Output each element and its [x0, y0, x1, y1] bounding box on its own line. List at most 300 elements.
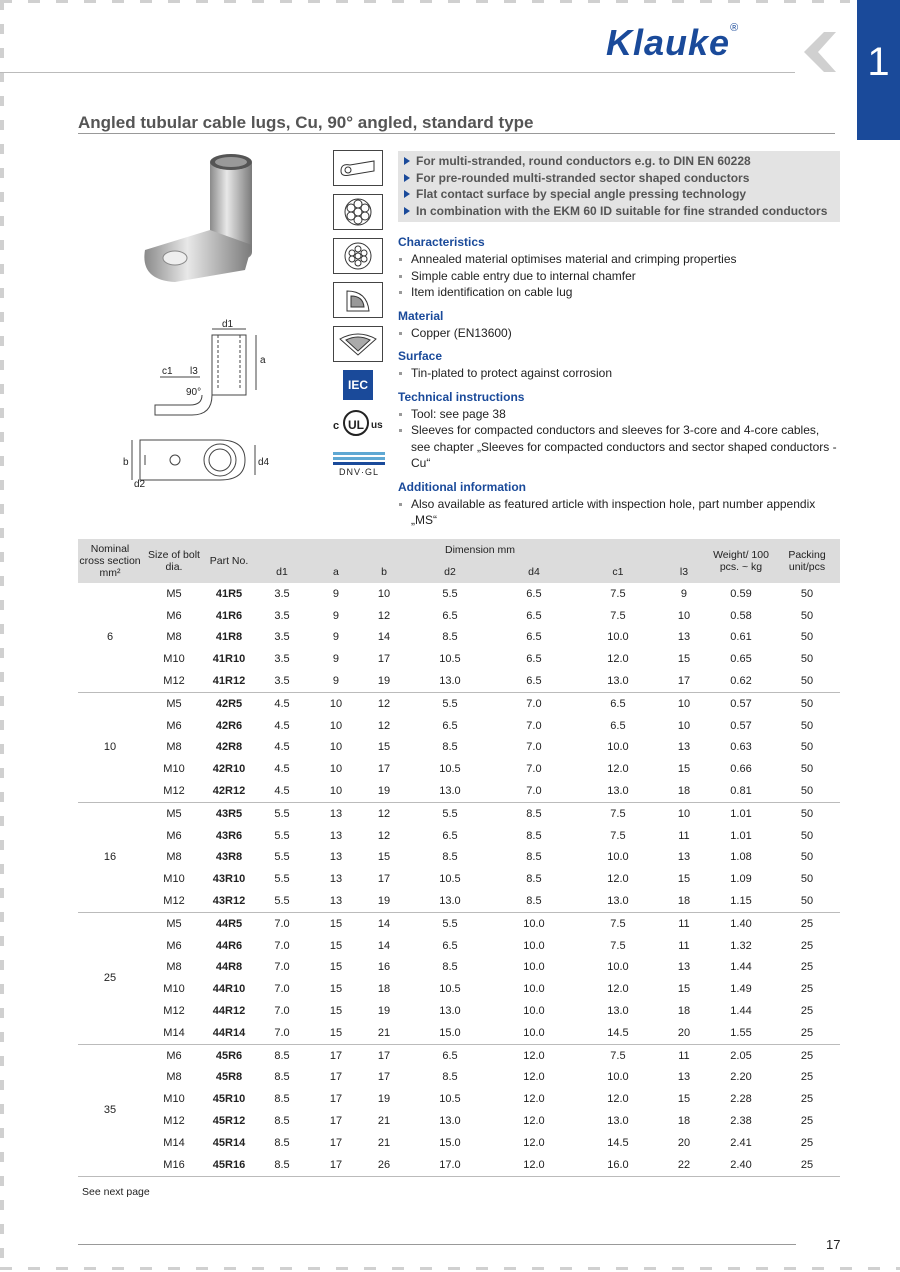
table-cell: 12.0	[607, 763, 629, 776]
table-row	[78, 737, 840, 759]
table-cell: 5.5	[442, 697, 458, 710]
table-row	[78, 648, 840, 670]
table-cell: 6.5	[442, 719, 458, 732]
table-cell: 17	[329, 1071, 343, 1084]
label-b: b	[123, 457, 129, 468]
technical-drawing	[120, 315, 270, 495]
table-row	[78, 1132, 840, 1154]
table-cell: 50	[800, 741, 814, 754]
table-cell: 10.5	[439, 983, 461, 996]
table-cell: 4.5	[274, 697, 290, 710]
triangle-bullet-icon	[404, 174, 410, 182]
part-number-cell: 44R10	[212, 983, 246, 996]
header-packing: Packing unit/pcs	[774, 539, 840, 583]
table-cell: 25	[774, 1154, 840, 1176]
table-cell: 4.5	[274, 741, 290, 754]
brand-name: Klauke	[606, 22, 731, 63]
part-number-cell: 42R12	[206, 780, 252, 802]
table-cell: 6.5	[610, 697, 626, 710]
section-heading-additional: Additional information	[398, 479, 526, 494]
table-cell: 2.38	[730, 1115, 752, 1128]
table-cell: 19	[360, 890, 408, 912]
part-number-cell: 41R12	[206, 670, 252, 692]
table-cell: 8.5	[526, 807, 542, 820]
table-row	[78, 802, 840, 824]
table-cell: 13	[677, 1071, 691, 1084]
table-cell: 3.5	[274, 587, 290, 600]
icon-column	[333, 150, 388, 477]
table-cell: 8.5	[442, 1071, 458, 1084]
table-row	[78, 1000, 840, 1022]
part-number-cell: 42R10	[212, 763, 246, 776]
part-number-cell: 42R6	[215, 719, 243, 732]
table-cell: 10	[329, 741, 343, 754]
table-cell: 7.5	[610, 587, 626, 600]
table-cell: 10.5	[439, 763, 461, 776]
table-cell: 3.5	[252, 670, 312, 692]
table-cell: 10	[677, 807, 691, 820]
table-cell: 15	[377, 851, 391, 864]
table-cell: 15	[677, 1093, 691, 1106]
list-item: Simple cable entry due to internal chamfer	[398, 268, 838, 285]
table-cell: 10.0	[523, 983, 545, 996]
table-cell: 12	[377, 697, 391, 710]
table-cell: 10.0	[607, 1071, 629, 1084]
table-cell: 2.20	[730, 1071, 752, 1084]
table-cell: 4.5	[274, 719, 290, 732]
table-cell: 0.62	[708, 670, 774, 692]
table-cell: 19	[360, 780, 408, 802]
table-cell: M12	[142, 890, 206, 912]
table-cell: 7.5	[610, 829, 626, 842]
iec-label: IEC	[347, 378, 368, 392]
table-cell: 10	[312, 780, 360, 802]
compacted-round-conductor-icon	[333, 238, 383, 274]
part-number-cell: 44R8	[215, 961, 243, 974]
feature-list	[398, 151, 840, 222]
table-cell: 17.0	[408, 1154, 492, 1176]
table-cell: 12	[377, 609, 391, 622]
table-cell: 26	[360, 1154, 408, 1176]
table-cell: 12.0	[492, 1154, 576, 1176]
label-d2: d2	[134, 479, 146, 490]
table-cell: 12.0	[607, 653, 629, 666]
sector-conductor-icon	[333, 282, 383, 318]
table-cell: 17	[377, 1049, 391, 1062]
page-number: 17	[826, 1237, 841, 1252]
table-cell: 25	[800, 1115, 814, 1128]
table-row	[78, 1022, 840, 1044]
table-cell: 10	[377, 587, 391, 600]
nominal-cross-section-cell: 10	[78, 692, 142, 802]
table-cell: 10	[329, 719, 343, 732]
table-cell: 0.81	[708, 780, 774, 802]
nominal-cross-section-cell: 35	[78, 1044, 142, 1176]
section-heading-technical: Technical instructions	[398, 389, 525, 404]
table-cell: M8	[166, 741, 182, 754]
table-cell: 7.0	[526, 741, 542, 754]
table-cell: 6.5	[442, 609, 458, 622]
section-heading-characteristics: Characteristics	[398, 235, 485, 249]
table-row	[78, 825, 840, 847]
table-cell: 7.0	[526, 697, 542, 710]
table-cell: 17	[377, 653, 391, 666]
table-cell: 25	[800, 1071, 814, 1084]
table-cell: M10	[163, 873, 185, 886]
table-cell: 22	[660, 1154, 708, 1176]
table-row	[78, 715, 840, 737]
table-cell: 15	[329, 983, 343, 996]
part-number-cell: 45R16	[206, 1154, 252, 1176]
page-title: Angled tubular cable lugs, Cu, 90° angled, standard type	[78, 113, 534, 132]
table-cell: 10.0	[607, 851, 629, 864]
table-cell: 17	[329, 1093, 343, 1106]
header-dim-a: a	[312, 561, 360, 583]
table-cell: 7.5	[610, 609, 626, 622]
page-edge-marks-top	[0, 0, 850, 3]
header-dim-l3: l3	[660, 561, 708, 583]
table-row	[78, 1044, 840, 1066]
table-cell: M10	[163, 653, 185, 666]
ul-c-label: c	[333, 420, 340, 432]
table-cell: 6.5	[526, 653, 542, 666]
part-number-cell: 44R12	[212, 1005, 246, 1018]
table-cell: 16.0	[576, 1154, 660, 1176]
table-cell: 10.0	[607, 741, 629, 754]
part-number-cell: 42R8	[215, 741, 243, 754]
table-cell: 25	[800, 1049, 814, 1062]
table-cell: 15	[677, 873, 691, 886]
table-cell: M5	[166, 917, 182, 930]
feature-item: For multi-stranded, round conductors e.g. to DIN EN 60228	[398, 153, 840, 170]
table-cell: 5.5	[274, 829, 290, 842]
label-l3: l3	[190, 366, 198, 377]
nominal-cross-section-cell: 6	[78, 583, 142, 692]
table-cell: 10	[677, 609, 691, 622]
table-cell: 50	[800, 829, 814, 842]
table-cell: 3.5	[274, 609, 290, 622]
table-cell: 1.09	[730, 873, 752, 886]
table-cell: 4.5	[252, 780, 312, 802]
table-cell: 17	[377, 1071, 391, 1084]
table-cell: 50	[800, 609, 814, 622]
section-heading-surface: Surface	[398, 349, 443, 363]
table-cell: 13	[329, 873, 343, 886]
table-cell: M12	[142, 670, 206, 692]
table-cell: 3.5	[274, 631, 290, 644]
list-item: Copper (EN13600)	[398, 325, 838, 342]
table-cell: M5	[166, 807, 182, 820]
table-cell: M12	[142, 780, 206, 802]
table-row	[78, 1067, 840, 1089]
table-cell: 1.08	[730, 851, 752, 864]
part-number-cell: 42R5	[215, 697, 243, 710]
table-cell: 5.5	[274, 807, 290, 820]
table-row	[78, 847, 840, 869]
table-cell: 7.0	[274, 1005, 290, 1018]
table-cell: 5.5	[274, 851, 290, 864]
triangle-bullet-icon	[404, 207, 410, 215]
table-cell: 25	[774, 1022, 840, 1044]
table-cell: 17	[329, 1049, 343, 1062]
round-stranded-conductor-icon	[333, 194, 383, 230]
table-cell: M6	[166, 719, 182, 732]
table-cell: 1.55	[708, 1022, 774, 1044]
header-part: Part No.	[206, 539, 252, 583]
table-cell: 6.5	[526, 609, 542, 622]
table-cell: M12	[163, 1005, 185, 1018]
table-cell: 1.40	[730, 917, 752, 930]
table-cell: M8	[166, 851, 182, 864]
table-cell: 7.0	[274, 917, 290, 930]
list-item: Item identification on cable lug	[398, 284, 838, 301]
table-cell: 14.5	[607, 1136, 629, 1149]
header-dim-d4: d4	[492, 561, 576, 583]
table-cell: 10.0	[523, 1005, 545, 1018]
part-number-cell: 45R10	[212, 1093, 246, 1106]
table-cell: 15	[377, 741, 391, 754]
table-cell: 8.5	[442, 961, 458, 974]
table-cell: M6	[166, 939, 182, 952]
table-row	[78, 890, 840, 912]
table-cell: 15.0	[439, 1136, 461, 1149]
table-cell: 10.0	[523, 939, 545, 952]
table-cell: 12	[377, 829, 391, 842]
table-cell: 15.0	[408, 1022, 492, 1044]
header-dim-b: b	[360, 561, 408, 583]
table-cell: M6	[166, 829, 182, 842]
table-row	[78, 605, 840, 627]
table-cell: 1.49	[730, 983, 752, 996]
table-cell: 7.0	[492, 780, 576, 802]
cable-lug-photo	[135, 150, 255, 295]
table-cell: 12.0	[607, 983, 629, 996]
table-cell: 7.5	[610, 939, 626, 952]
table-cell: 6.5	[442, 1049, 458, 1062]
table-cell: 50	[800, 851, 814, 864]
chapter-tab	[857, 0, 900, 140]
table-cell: 13.0	[439, 1005, 461, 1018]
table-cell: M6	[166, 1049, 182, 1062]
table-cell: 25	[800, 961, 814, 974]
table-row	[78, 935, 840, 957]
cable-lug-outline-icon	[333, 150, 383, 186]
table-cell: 10.5	[439, 873, 461, 886]
table-cell: 13	[677, 741, 691, 754]
material-list	[398, 325, 838, 342]
table-cell: 13	[677, 961, 691, 974]
table-cell: 21	[377, 1136, 391, 1149]
table-cell: 13.0	[576, 780, 660, 802]
table-cell: 12.0	[523, 1115, 545, 1128]
part-number-cell: 45R14	[212, 1136, 246, 1149]
table-cell: 13.0	[408, 780, 492, 802]
table-cell: 12.0	[607, 873, 629, 886]
table-cell: 7.5	[610, 807, 626, 820]
table-cell: 8.5	[274, 1136, 290, 1149]
table-cell: 50	[800, 587, 814, 600]
table-row	[78, 780, 840, 802]
table-cell: 6.5	[526, 587, 542, 600]
table-cell: 8.5	[526, 873, 542, 886]
table-cell: M16	[142, 1154, 206, 1176]
table-row	[78, 627, 840, 649]
table-cell: 50	[800, 697, 814, 710]
table-cell: 9	[332, 587, 340, 600]
table-cell: 1.01	[730, 807, 752, 820]
table-cell: 1.32	[730, 939, 752, 952]
part-number-cell: 43R12	[206, 890, 252, 912]
table-cell: 21	[377, 1115, 391, 1128]
table-cell: M8	[166, 1071, 182, 1084]
table-cell: 8.5	[442, 741, 458, 754]
table-cell: 13	[312, 890, 360, 912]
chevron-logo-icon	[796, 30, 840, 74]
table-cell: 9	[680, 587, 688, 600]
additional-list	[398, 496, 838, 529]
table-cell: 12.0	[523, 1049, 545, 1062]
table-row	[78, 868, 840, 890]
table-row	[78, 912, 840, 934]
table-cell: 9	[332, 653, 340, 666]
table-cell: 5.5	[442, 917, 458, 930]
part-number-cell: 44R6	[215, 939, 243, 952]
table-cell: 8.5	[274, 1093, 290, 1106]
header-dim-d1: d1	[252, 561, 312, 583]
table-cell: 15	[677, 983, 691, 996]
table-cell: 13	[329, 851, 343, 864]
table-row	[78, 670, 840, 692]
table-cell: 13.0	[439, 1115, 461, 1128]
table-cell: 2.05	[730, 1049, 752, 1062]
table-cell: 10	[677, 719, 691, 732]
table-cell: 18	[377, 983, 391, 996]
table-cell: 6.5	[526, 631, 542, 644]
table-cell: 0.66	[730, 763, 752, 776]
table-cell: M10	[163, 1093, 185, 1106]
title-rule	[78, 133, 835, 134]
table-cell: 2.28	[730, 1093, 752, 1106]
table-cell: 13	[677, 631, 691, 644]
table-cell: 7.0	[252, 1022, 312, 1044]
table-cell: 25	[800, 939, 814, 952]
table-cell: 19	[377, 1005, 391, 1018]
table-cell: 7.0	[274, 983, 290, 996]
list-item: Sleeves for compacted conductors and sleeves for 3-core and 4-core cables, see chapter „Sleeves for compacted conductors and sector shaped conductors - Cu“	[398, 422, 838, 472]
table-cell: 0.57	[730, 719, 752, 732]
table-cell: 50	[774, 890, 840, 912]
characteristics-list	[398, 251, 838, 301]
table-cell: 13.0	[607, 1115, 629, 1128]
ul-mark-label: UL	[343, 410, 369, 436]
ul-us-label: us	[371, 420, 383, 431]
table-cell: M10	[163, 763, 185, 776]
table-cell: 0.63	[730, 741, 752, 754]
table-cell: 1.44	[730, 1005, 752, 1018]
table-cell: 15	[329, 961, 343, 974]
page-edge-marks-left	[0, 0, 4, 1272]
header-weight: Weight/ 100 pcs. ~ kg	[708, 539, 774, 583]
table-cell: 14	[377, 631, 391, 644]
table-cell: 10.5	[439, 653, 461, 666]
table-row	[78, 1088, 840, 1110]
table-cell: 8.5	[274, 1049, 290, 1062]
table-cell: 13	[329, 807, 343, 820]
table-cell: 14.5	[576, 1022, 660, 1044]
table-cell: 7.0	[526, 719, 542, 732]
table-cell: 14	[377, 939, 391, 952]
table-cell: 9	[332, 631, 340, 644]
part-number-cell: 41R10	[212, 653, 246, 666]
table-cell: 18	[677, 1115, 691, 1128]
table-cell: 2.40	[708, 1154, 774, 1176]
table-cell: 5.5	[442, 587, 458, 600]
table-cell: 8.5	[252, 1154, 312, 1176]
table-cell: 8.5	[492, 890, 576, 912]
table-cell: 8.5	[526, 829, 542, 842]
table-cell: 10.0	[523, 917, 545, 930]
table-cell: M6	[166, 609, 182, 622]
part-number-cell: 45R6	[215, 1049, 243, 1062]
table-cell: 13	[677, 851, 691, 864]
table-cell: 6.5	[492, 670, 576, 692]
table-cell: 16	[377, 961, 391, 974]
table-row	[78, 1154, 840, 1176]
table-cell: 13.0	[576, 890, 660, 912]
list-item: Annealed material optimises material and crimping properties	[398, 251, 838, 268]
table-cell: 10	[677, 697, 691, 710]
dnv-gl-logo-icon	[333, 452, 385, 477]
table-cell: 12	[377, 719, 391, 732]
table-cell: 11	[678, 829, 690, 842]
page-edge-marks-bottom	[0, 1267, 900, 1270]
table-cell: 0.57	[730, 697, 752, 710]
table-cell: 7.0	[274, 939, 290, 952]
table-cell: 8.5	[274, 1115, 290, 1128]
table-cell: 20	[677, 1136, 691, 1149]
table-cell: 3.5	[274, 653, 290, 666]
label-d4: d4	[258, 457, 270, 468]
technical-list	[398, 406, 838, 472]
nominal-cross-section-cell: 25	[78, 912, 142, 1044]
table-cell: 17	[329, 1115, 343, 1128]
part-number-cell: 43R5	[215, 807, 243, 820]
table-cell: 18	[660, 780, 708, 802]
footer-rule	[78, 1244, 796, 1245]
table-cell: 10.0	[607, 961, 629, 974]
list-item: Also available as featured article with inspection hole, part number appendix „MS“	[398, 496, 838, 529]
table-row	[78, 583, 840, 605]
table-cell: M8	[166, 961, 182, 974]
iec-logo-icon	[343, 370, 373, 400]
feature-item: In combination with the EKM 60 ID suitable for fine stranded conductors	[398, 203, 840, 220]
table-cell: 0.59	[730, 587, 752, 600]
sector-shaped-conductor-icon	[333, 326, 383, 362]
table-cell: M12	[163, 1115, 185, 1128]
table-row	[78, 692, 840, 714]
table-cell: 50	[800, 631, 814, 644]
table-cell: 7.0	[274, 961, 290, 974]
table-cell: 25	[800, 1093, 814, 1106]
table-cell: 12.0	[523, 1093, 545, 1106]
list-item: Tin-plated to protect against corrosion	[398, 365, 838, 382]
table-cell: 15	[329, 1005, 343, 1018]
table-cell: 1.15	[708, 890, 774, 912]
table-cell: 7.5	[610, 917, 626, 930]
table-cell: 20	[660, 1022, 708, 1044]
table-cell: 50	[774, 670, 840, 692]
nominal-cross-section-cell: 16	[78, 802, 142, 912]
